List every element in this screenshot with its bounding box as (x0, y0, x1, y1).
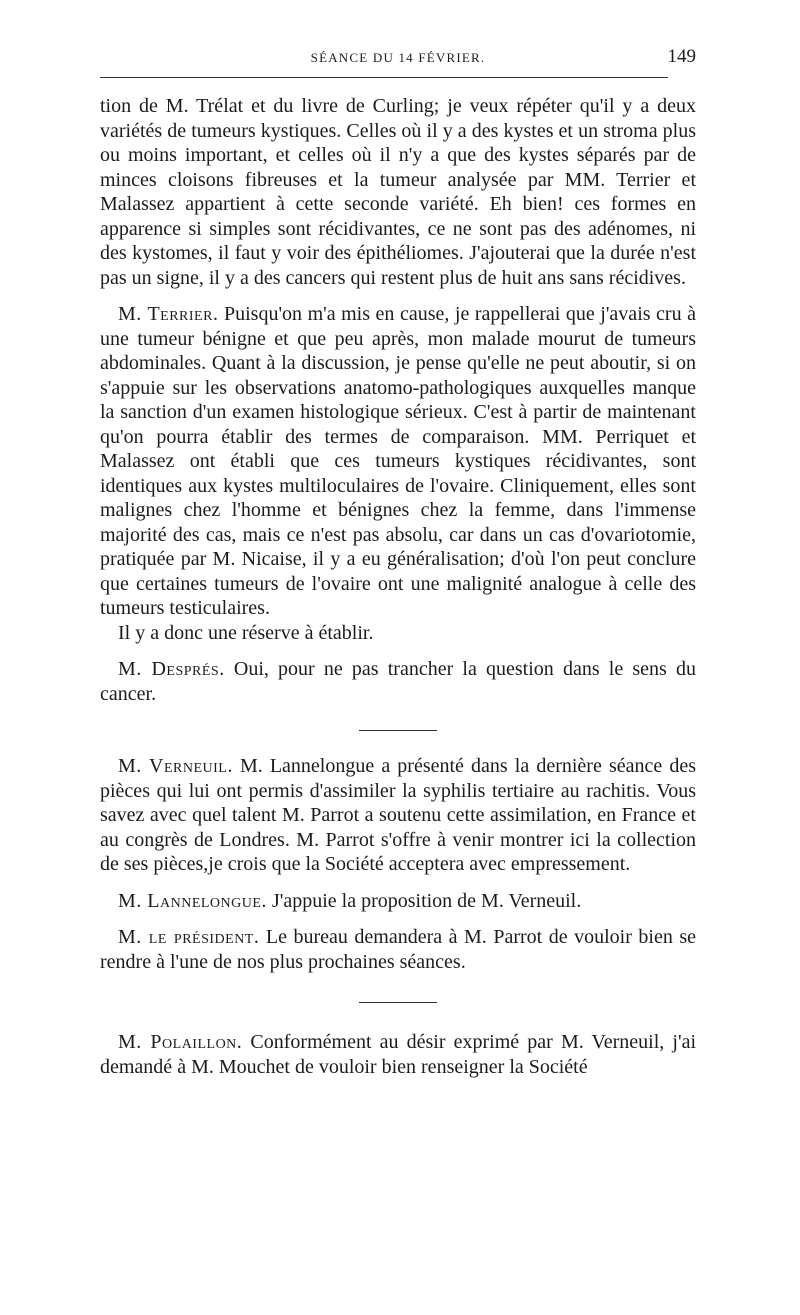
paragraph-text: Oui, pour ne pas trancher la question dans le sens du cancer. (100, 658, 696, 705)
speaker-name: M. Terrier. (118, 303, 219, 325)
paragraph-text: Puisqu'on m'a mis en cause, je rappellerai que j'avais cru à une tumeur bénigne et que peu après, mon malade mourut de tumeurs abdominales. Quant à la discussion, je pense qu'elle ne peut aboutir, si on s'appuie sur les observations anatomo-pathologiques auxquelles manque la sanction d'un examen histologique sérieux. C'est à partir de maintenant qu'on pourra établir des termes de comparaison. MM. Perriquet et Malassez ont établi que ces tumeurs kystiques récidivantes, sont identiques aux kystes multiloculaires de l'ovaire. Cliniquement, elles sont malignes chez l'homme et bénignes chez la femme, dans l'immense majorité des cas, mais ce n'est pas absolu, car dans un cas d'ovariotomie, pratiquée par M. Nicaise, il y a eu généralisation; d'où l'on peut conclure que certaines tumeurs de l'ovaire ont une malignité analogue à celle des tumeurs testiculaires. (100, 303, 696, 619)
paragraph-text: Le bureau demandera à M. Parrot de vouloir bien se rendre à l'une de nos plus prochaines séances. (100, 926, 696, 973)
speaker-name: M. Lannelongue. (118, 889, 267, 912)
paragraph-text: M. Lannelongue a présenté dans la dernière séance des pièces qui lui ont permis d'assimiler la syphilis tertiaire au rachitis. Vous savez avec quel talent M. Parrot a soutenu cette assimilation, en France et au congrès de Londres. M. Parrot s'offre à venir montrer ici la collection de ses pièces,je crois que la Société acceptera avec empressement. (100, 755, 696, 875)
separator-rule (359, 730, 437, 731)
paragraph-terrier (100, 302, 696, 621)
speaker-name: M. le président. (118, 926, 260, 948)
paragraph-text: tion de M. Trélat et du livre de Curling; je veux répéter qu'il y a deux variétés de tumeurs kystiques. Celles où il y a des kystes et un stroma plus ou moins important, et celles où il n'y a que des kystes séparés par de minces cloisons fibreuses et la tumeur analysée par MM. Terrier et Malassez appartient à cette seconde variété. Eh bien! ces formes en apparence si simples sont récidivantes, ce ne sont pas des adénomes, ni des kystomes, il faut y voir des épithéliomes. J'ajouterai que la durée n'est pas un signe, il y a des cancers qui restent plus de huit ans sans récidives. (100, 95, 696, 289)
running-title: SÉANCE DU 14 FÉVRIER. (310, 50, 486, 65)
paragraph-text: Il y a donc une réserve à établir. (118, 621, 374, 644)
speaker-name: M. Després. (118, 658, 225, 680)
section-separator (100, 974, 696, 1030)
speaker-name: M. Verneuil. (118, 755, 233, 777)
paragraph-polaillon (100, 1030, 696, 1079)
page-header (100, 46, 696, 74)
section-separator (100, 706, 696, 754)
paragraph-text: Conformément au désir exprimé par M. Verneuil, j'ai demandé à M. Mouchet de vouloir bien renseigner la Société (100, 1031, 696, 1078)
speaker-name: M. Polaillon. (118, 1031, 243, 1053)
paragraph-despres (100, 657, 696, 706)
separator-rule (359, 1002, 437, 1003)
paragraph-reserve (100, 621, 696, 646)
paragraph-text: J'appuie la proposition de M. Verneuil. (266, 889, 582, 912)
paragraph-continuation (100, 94, 696, 290)
paragraph-verneuil (100, 754, 696, 877)
page-number: 149 (667, 46, 696, 67)
paragraph-lannelongue (100, 889, 696, 914)
paragraph-president (100, 925, 696, 974)
header-rule (100, 77, 668, 78)
body-text (100, 94, 696, 1079)
